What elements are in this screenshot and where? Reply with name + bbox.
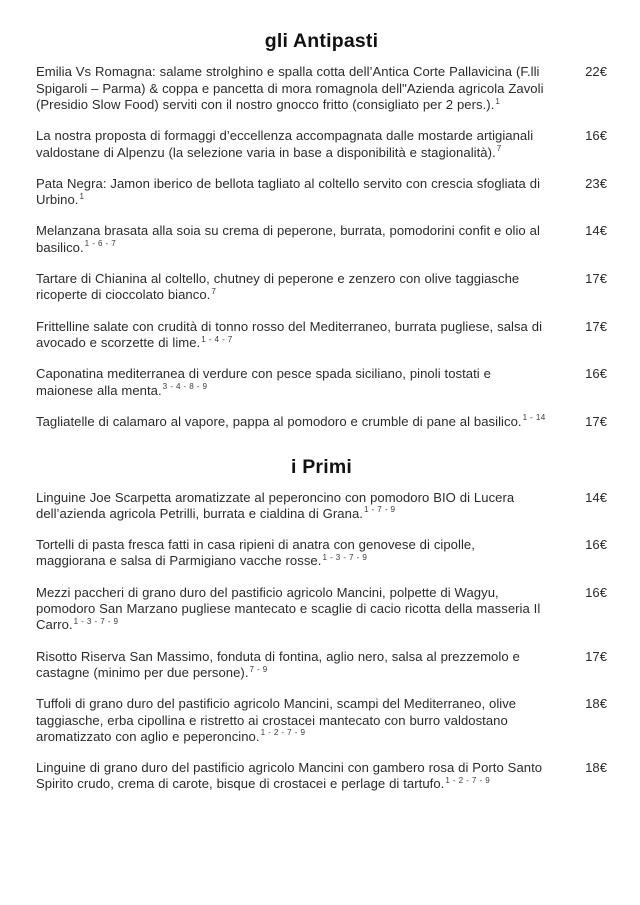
menu-item-description-text: Pata Negra: Jamon iberico de bellota tagliato al coltello servito con crescia sfogliata di Urbino.: [36, 175, 541, 208]
menu-item-allergens: 3 - 4 - 8 - 9: [162, 382, 208, 392]
menu-item-description-text: Melanzana brasata alla soia su crema di peperone, burrata, pomodorini confit e olio al basilico.: [36, 223, 540, 255]
menu-item-description: [36, 760, 564, 793]
menu-item: [36, 176, 607, 209]
menu-section-primi: [36, 456, 607, 793]
menu-item-price: 18€: [585, 696, 607, 712]
menu-item-description-text: Caponatina mediterranea di verdure con pesce spada siciliano, pinoli tostati e maionese alla menta.: [36, 366, 491, 398]
menu-item-description-text: Tuffoli di grano duro del pastificio agricolo Mancini, scampi del Mediterraneo, olive taggiasche, erba cipollina e ristretto ai crostacei mantecato con burro valdostano aromatizzato con aglio e peperoncino.: [36, 696, 517, 744]
menu-item-allergens: 1 - 4 - 7: [201, 334, 233, 344]
menu-item-description-text: Tortelli di pasta fresca fatti in casa ripieni di anatra con genovese di cipolle, maggiorana e salsa di Parmigiano vacche rosse.: [36, 537, 475, 569]
menu-item-description: [36, 696, 564, 745]
menu-item-description: [36, 223, 564, 256]
menu-item-allergens: 1: [79, 191, 85, 201]
menu-item-allergens: 1: [495, 96, 501, 106]
menu-item-description-text: Linguine Joe Scarpetta aromatizzate al peperoncino con pomodoro BIO di Lucera dell’azienda agricola Petrilli, burrata e cialdina di Grana.: [36, 489, 515, 521]
menu-item-price: 17€: [585, 318, 607, 334]
menu-item-description-text: Risotto Riserva San Massimo, fonduta di fontina, aglio nero, salsa al prezzemolo e castagne (minimo per due persone).: [36, 648, 520, 680]
menu-item-price: 14€: [585, 223, 607, 239]
menu-item-description-text: Tartare di Chianina al coltello, chutney di peperone e zenzero con olive taggiasche ricoperte di cioccolato bianco.: [36, 271, 520, 303]
menu-item-price: 17€: [585, 271, 607, 287]
menu-item: [36, 366, 607, 399]
menu-item-price: 22€: [585, 64, 607, 80]
menu-item-allergens: 1 - 2 - 7 - 9: [260, 728, 306, 738]
menu-item-description-text: Tagliatelle di calamaro al vapore, pappa al pomodoro e crumble di pane al basilico.: [36, 413, 522, 429]
menu-item: [36, 271, 607, 304]
menu-item-price: 14€: [585, 489, 607, 505]
menu-section-antipasti: [36, 30, 607, 430]
menu-item-allergens: 1 - 6 - 7: [84, 239, 117, 249]
menu-item-description: [36, 649, 564, 682]
menu-item-allergens: 7 - 9: [249, 664, 268, 674]
menu-item-description-text: La nostra proposta di formaggi d’eccellenza accompagnata dalle mostarde artigianali valdostane di Alpenzu (la selezione varia in base a disponibilità e stagionalità).: [36, 128, 534, 160]
menu-item-allergens: 1 - 3 - 7 - 9: [73, 616, 119, 626]
menu-item-description-text: Mezzi paccheri di grano duro del pastificio agricolo Mancini, polpette di Wagyu, pomodoro San Marzano pugliese mantecato e scaglie di cacio ricotta della masseria Il Carro.: [36, 584, 541, 633]
menu-item-allergens: 1 - 2 - 7 - 9: [445, 776, 491, 786]
menu-item-description: [36, 319, 564, 352]
menu-item-description: [36, 585, 564, 634]
menu-item: [36, 223, 607, 256]
menu-item: [36, 64, 607, 113]
menu-item: [36, 760, 607, 793]
menu-item-price: 16€: [585, 537, 607, 553]
menu-item-price: 17€: [585, 413, 607, 429]
menu-item-allergens: 7: [211, 287, 217, 296]
menu-item-allergens: 1 - 3 - 7 - 9: [322, 553, 368, 563]
menu-item: [36, 649, 607, 682]
menu-item-description: [36, 271, 564, 304]
menu-item-price: 16€: [585, 366, 607, 382]
menu-item: [36, 696, 607, 745]
menu-item-description: [36, 176, 564, 209]
menu-item-description-text: Emilia Vs Romagna: salame strolghino e spalla cotta dell’Antica Corte Pallavicina (F.lli Spigaroli – Parma) & coppa e pancetta di mora romagnola dell"Azienda agricola Zavoli (Presidio Slow Food) serviti con il nostro gnocco fritto (consigliato per 2 pers.).: [36, 64, 544, 112]
menu-item-list-primi: [36, 490, 607, 793]
menu-item: [36, 490, 607, 523]
menu-item: [36, 585, 607, 634]
menu-item-price: 16€: [585, 584, 607, 600]
section-title-primi: i Primi: [290, 456, 352, 479]
menu-item-description: [36, 537, 564, 570]
menu-item-price: 18€: [585, 760, 607, 776]
menu-item: [36, 414, 607, 430]
menu-item-description-text: Linguine di grano duro del pastificio agricolo Mancini con gambero rosa di Porto Santo Spirito crudo, crema di carote, bisque di crostacei e perlage di tartufo.: [36, 760, 543, 792]
menu-item-allergens: 7: [496, 144, 502, 154]
menu-item-price: 23€: [585, 175, 607, 191]
menu-item-description: [36, 490, 564, 523]
menu-item: [36, 128, 607, 161]
menu-item-price: 16€: [585, 128, 607, 144]
menu-item-description: [36, 366, 564, 399]
menu-item-allergens: 1 - 7 - 9: [363, 505, 396, 515]
menu-item: [36, 319, 607, 352]
menu-item-description: [36, 414, 564, 430]
menu-item-list-antipasti: [36, 64, 607, 430]
menu-item-allergens: 1 - 14: [522, 413, 546, 423]
menu-item: [36, 537, 607, 570]
menu-item-description-text: Frittelline salate con crudità di tonno rosso del Mediterraneo, burrata pugliese, salsa di avocado e scorzette di lime.: [36, 318, 543, 350]
menu-item-description: [36, 64, 564, 113]
menu-item-description: [36, 128, 564, 161]
menu-item-price: 17€: [585, 648, 607, 664]
section-title-antipasti: gli Antipasti: [264, 30, 379, 52]
